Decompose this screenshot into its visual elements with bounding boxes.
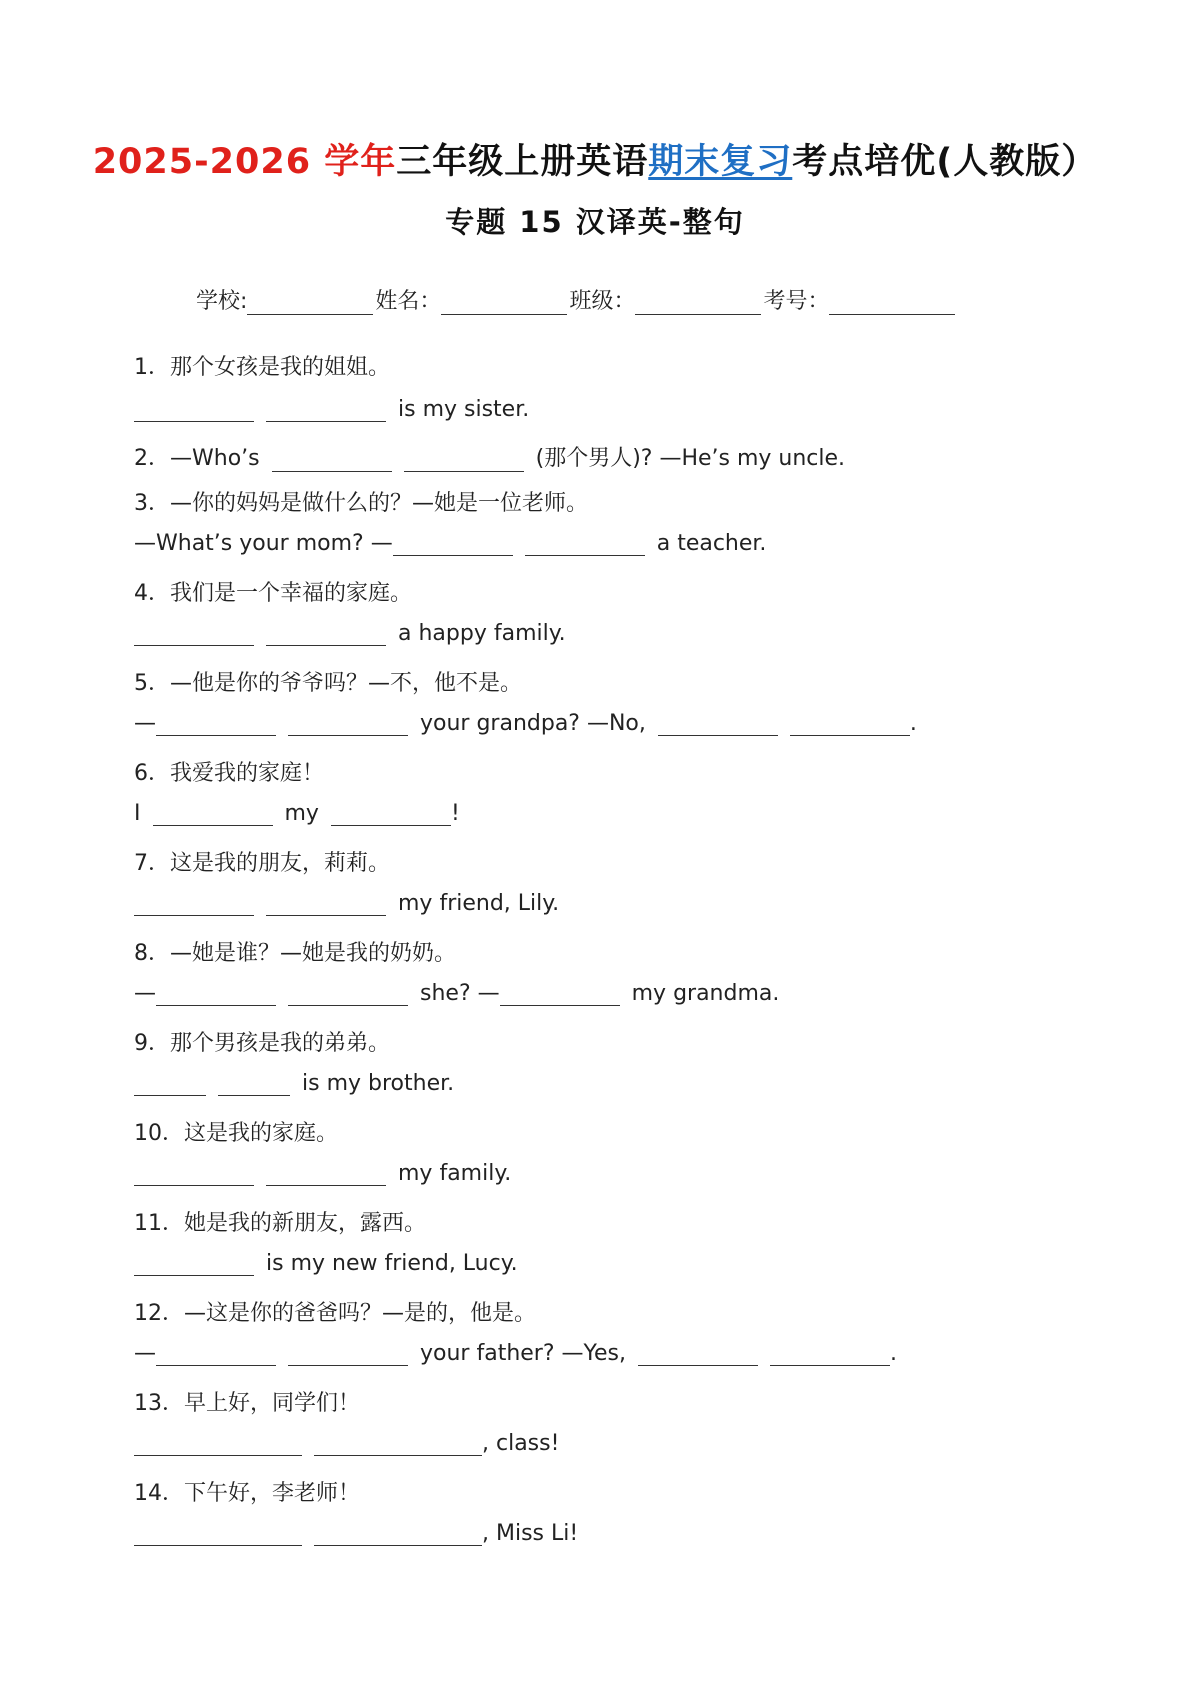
answer-blank[interactable]	[288, 1343, 408, 1366]
name-blank[interactable]	[441, 294, 567, 315]
title-review: 期末复习	[648, 142, 793, 182]
answer-text: !	[450, 801, 460, 826]
answer-blank[interactable]	[331, 803, 451, 826]
answer-blank[interactable]	[314, 1433, 482, 1456]
answer-text: is my brother.	[302, 1071, 455, 1096]
page-title	[0, 134, 1190, 184]
answer-blank[interactable]	[218, 1073, 290, 1096]
answer-blank[interactable]	[134, 1523, 302, 1546]
answer-text: my friend, Lily.	[398, 891, 560, 916]
answer-blank[interactable]	[266, 399, 386, 422]
answer-text: my family.	[398, 1161, 512, 1186]
answer-text: your grandpa? —No,	[420, 711, 646, 736]
title-grade: 三年级上册英语	[396, 142, 649, 182]
answer-blank[interactable]	[156, 1343, 276, 1366]
school-blank[interactable]	[247, 294, 373, 315]
school-label: 学校:	[196, 289, 248, 314]
answer-blank[interactable]	[770, 1343, 890, 1366]
answer-blank[interactable]	[266, 1163, 386, 1186]
answer-blank[interactable]	[266, 623, 386, 646]
answer-line-12	[134, 1341, 897, 1366]
answer-blank[interactable]	[266, 893, 386, 916]
answer-blank[interactable]	[790, 713, 910, 736]
answer-line-6	[134, 801, 460, 826]
answer-text: —	[134, 711, 156, 736]
question-8: 8．—她是谁？—她是我的奶奶。	[134, 941, 456, 966]
answer-blank[interactable]	[658, 713, 778, 736]
answer-line-8	[134, 981, 779, 1006]
question-9: 9．那个男孩是我的弟弟。	[134, 1031, 390, 1056]
class-blank[interactable]	[635, 294, 761, 315]
question-14: 14．下午好，李老师！	[134, 1481, 360, 1506]
title-year: 2025-2026 学年	[92, 142, 397, 182]
answer-line-1	[134, 397, 529, 422]
answer-blank[interactable]	[314, 1523, 482, 1546]
answer-blank[interactable]	[153, 803, 273, 826]
title-edition: 考点培优(人教版）	[792, 142, 1098, 182]
answer-text: .	[890, 1341, 898, 1366]
answer-blank[interactable]	[134, 1253, 254, 1276]
question-3: 3．—你的妈妈是做什么的？—她是一位老师。	[134, 491, 588, 516]
answer-line-4	[134, 621, 566, 646]
class-label: 班级：	[569, 289, 636, 314]
answer-blank[interactable]	[638, 1343, 758, 1366]
answer-text: , class!	[482, 1431, 560, 1456]
page-subtitle: 专题 15 汉译英-整句	[445, 205, 745, 239]
answer-blank[interactable]	[525, 533, 645, 556]
answer-line-7	[134, 891, 559, 916]
answer-text: a happy family.	[398, 621, 566, 646]
answer-text: your father? —Yes,	[420, 1341, 627, 1366]
answer-text: she? —	[420, 981, 500, 1006]
question-4: 4．我们是一个幸福的家庭。	[134, 581, 412, 606]
question-1: 1．那个女孩是我的姐姐。	[134, 355, 390, 380]
answer-blank[interactable]	[404, 449, 524, 472]
question-6: 6．我爱我的家庭！	[134, 761, 324, 786]
answer-blank[interactable]	[500, 983, 620, 1006]
answer-blank[interactable]	[134, 623, 254, 646]
answer-line-10	[134, 1161, 511, 1186]
answer-blank[interactable]	[288, 713, 408, 736]
answer-blank[interactable]	[156, 983, 276, 1006]
answer-text: is my sister.	[398, 397, 530, 422]
answer-blank[interactable]	[134, 1433, 302, 1456]
question-7: 7．这是我的朋友，莉莉。	[134, 851, 390, 876]
question-12: 12．—这是你的爸爸吗？—是的，他是。	[134, 1301, 536, 1326]
number-label: 考号：	[763, 289, 830, 314]
answer-line-14	[134, 1521, 578, 1546]
answer-text: —	[134, 981, 156, 1006]
answer-blank[interactable]	[134, 1073, 206, 1096]
answer-text: .	[909, 711, 917, 736]
question-13: 13．早上好，同学们！	[134, 1391, 360, 1416]
answer-text: I	[134, 801, 141, 826]
answer-blank[interactable]	[134, 1163, 254, 1186]
answer-line-13	[134, 1431, 559, 1456]
answer-blank[interactable]	[288, 983, 408, 1006]
answer-text: my	[284, 801, 319, 826]
answer-blank[interactable]	[156, 713, 276, 736]
answer-blank[interactable]	[134, 399, 254, 422]
question-10: 10．这是我的家庭。	[134, 1121, 338, 1146]
number-blank[interactable]	[829, 294, 955, 315]
answer-line-3	[134, 531, 766, 556]
answer-line-5	[134, 711, 917, 736]
answer-text: —	[134, 1341, 156, 1366]
answer-line-11	[134, 1251, 518, 1276]
answer-blank[interactable]	[134, 893, 254, 916]
answer-text: a teacher.	[656, 531, 767, 556]
answer-text: —What’s your mom? —	[134, 531, 393, 556]
answer-blank[interactable]	[393, 533, 513, 556]
answer-line-9	[134, 1071, 454, 1096]
answer-text: (那个男人)? —He’s my uncle.	[535, 446, 846, 471]
question-5: 5．—他是你的爷爷吗？—不，他不是。	[134, 671, 522, 696]
name-label: 姓名：	[375, 289, 442, 314]
student-info-row	[196, 284, 957, 315]
question-11: 11．她是我的新朋友，露西。	[134, 1211, 426, 1236]
answer-text: is my new friend, Lucy.	[266, 1251, 518, 1276]
question-text: 2．—Who’s	[134, 446, 260, 471]
answer-text: , Miss Li!	[482, 1521, 579, 1546]
answer-text: my grandma.	[631, 981, 780, 1006]
answer-blank[interactable]	[272, 449, 392, 472]
question-2	[134, 441, 845, 472]
